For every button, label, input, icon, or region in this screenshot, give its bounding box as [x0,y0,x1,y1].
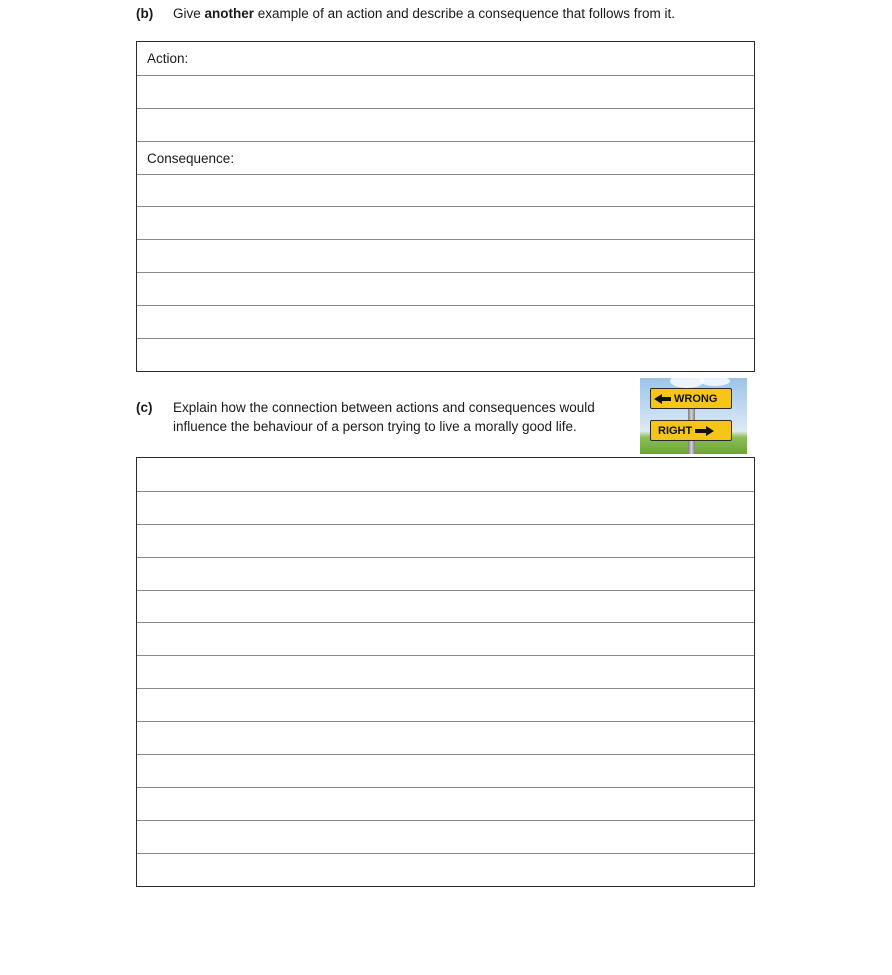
answer-line[interactable] [137,108,754,141]
question-c-line-1: Explain how the connection between actions and consequences would [173,400,595,415]
answer-line[interactable] [137,853,754,886]
question-b-label: (b) [136,6,154,21]
answer-line[interactable] [137,622,754,655]
answer-line[interactable] [137,491,754,524]
answer-line[interactable] [137,174,754,207]
question-c-text [173,398,595,436]
wrong-sign-board [650,388,732,409]
question-c-line-2: influence the behaviour of a person trying to live a morally good life. [173,419,577,434]
answer-line[interactable] [137,42,754,75]
answer-line[interactable] [137,721,754,754]
answer-line[interactable] [137,75,754,108]
answer-box-b[interactable] [136,41,755,372]
arrow-left-icon [654,394,662,404]
answer-line[interactable] [137,206,754,239]
answer-line[interactable] [137,141,754,174]
answer-box-c[interactable] [136,457,755,887]
question-b-text-end: example of an action and describe a consequence that follows from it. [254,6,676,21]
answer-line[interactable] [137,305,754,338]
cloud-shape [700,378,730,386]
question-b-text [173,4,675,23]
answer-line[interactable] [137,754,754,787]
answer-line[interactable] [137,272,754,305]
right-sign-label: RIGHT [658,424,693,437]
answer-line[interactable] [137,524,754,557]
answer-line[interactable] [137,820,754,853]
wrong-sign-label: WRONG [674,392,718,405]
right-sign-board [650,420,732,441]
answer-line[interactable] [137,655,754,688]
question-b-text-start: Give [173,6,205,21]
answer-line[interactable] [137,557,754,590]
arrow-right-icon [706,426,714,436]
answer-line[interactable] [137,239,754,272]
answer-field-label: Action: [147,51,189,66]
answer-line[interactable] [137,338,754,371]
question-b-emphasis: another [204,6,255,21]
answer-line[interactable] [137,458,754,491]
answer-line[interactable] [137,590,754,623]
cloud-shape [670,378,704,388]
answer-line[interactable] [137,688,754,721]
right-wrong-signpost-image [640,378,747,454]
question-c-label: (c) [136,400,153,415]
answer-field-label: Consequence: [147,150,235,166]
answer-line[interactable] [137,787,754,820]
